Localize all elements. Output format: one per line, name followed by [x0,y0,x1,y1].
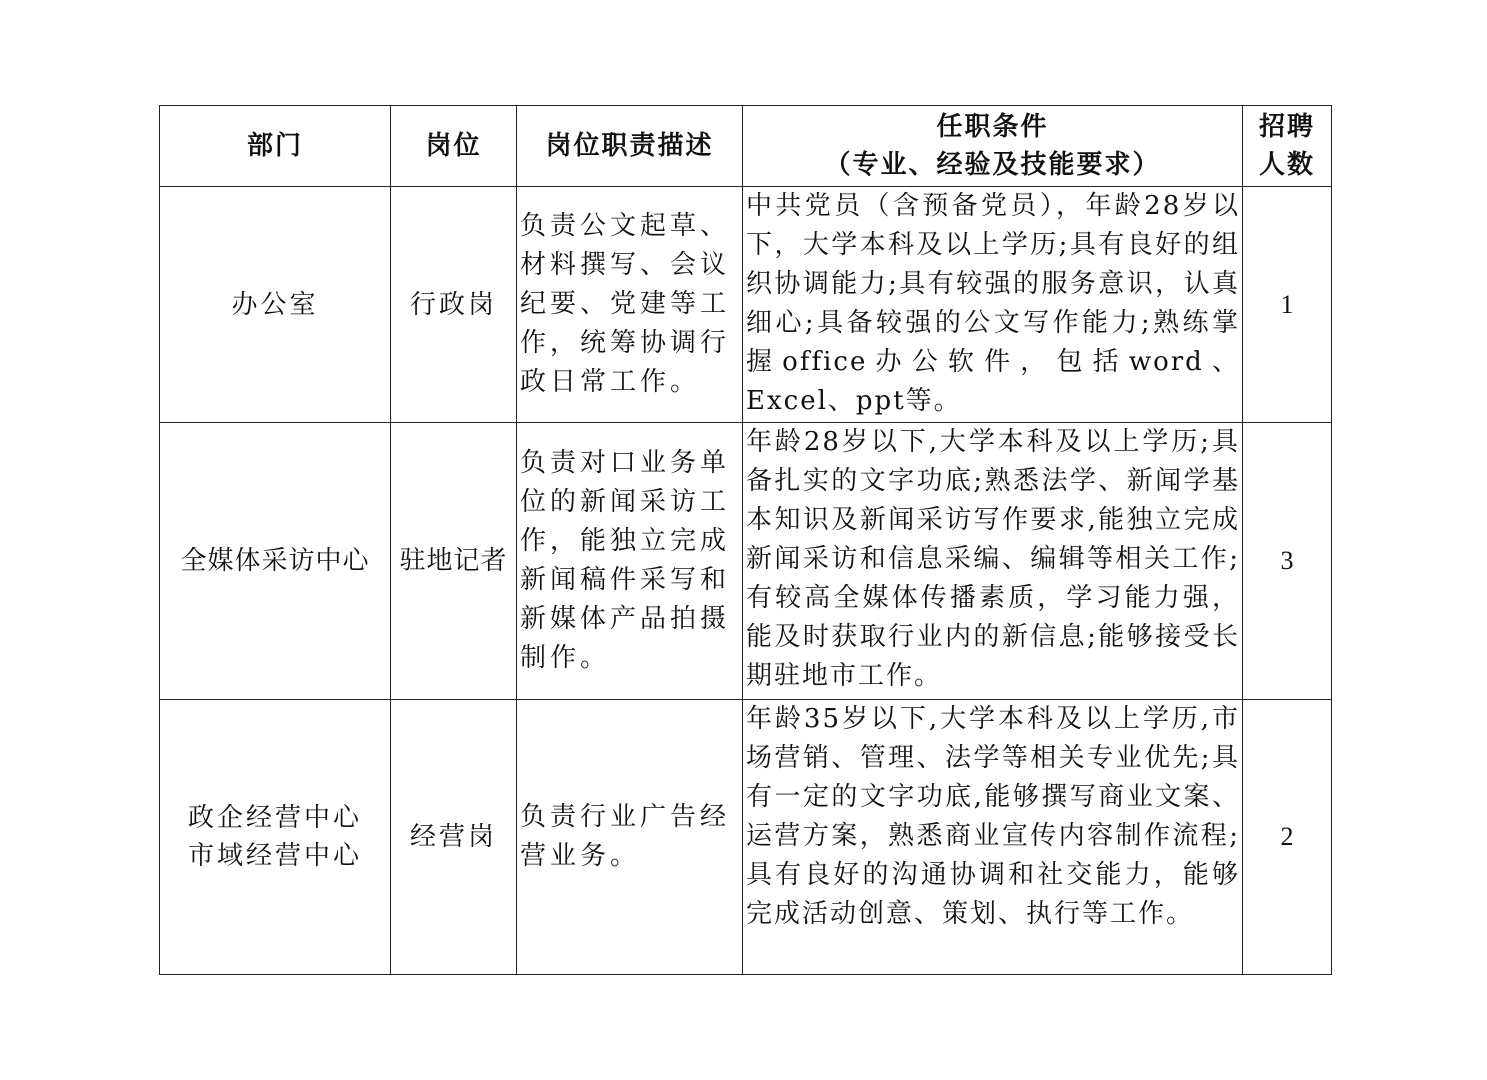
cell-position: 行政岗 [391,187,517,423]
header-count-line1: 招聘 [1258,112,1315,142]
department-name: 全媒体采访中心 [180,546,370,576]
cell-department [160,187,391,423]
department-name: 办公室 [231,289,319,320]
cell-position: 驻地记者 [391,423,517,700]
cell-count: 2 [1243,700,1332,975]
cell-requirements: 年龄28岁以下,大学本科及以上学历;具备扎实的文字功底;熟悉法学、新闻学基本知识及新闻采访写作要求,能独立完成新闻采访和信息采编、编辑等相关工作;有较高全媒体传播素质，学习能力强，能及时获取行业内的新信息;能够接受长期驻地市工作。 [743,423,1243,700]
header-row [160,106,1332,187]
cell-department [160,423,391,700]
cell-count: 3 [1243,423,1332,700]
cell-count: 1 [1243,187,1332,423]
header-position: 岗位 [391,106,517,187]
header-requirements [743,106,1243,187]
cell-department [160,700,391,975]
header-count [1243,106,1332,187]
department-name: 市域经营中心 [187,841,362,871]
header-duties: 岗位职责描述 [517,106,743,187]
recruitment-table [159,105,1332,975]
cell-requirements: 年龄35岁以下,大学本科及以上学历,市场营销、管理、法学等相关专业优先;具有一定的文字功底,能够撰写商业文案、运营方案，熟悉商业宣传内容制作流程;具有良好的沟通协调和社交能力，能够完成活动创意、策划、执行等工作。 [743,700,1243,975]
header-requirements-title: 任职条件 [936,112,1049,142]
table-row [160,187,1332,423]
cell-position: 经营岗 [391,700,517,975]
table-row [160,423,1332,700]
header-requirements-subtitle: （专业、经验及技能要求） [824,150,1161,180]
cell-duties: 负责行业广告经营业务。 [517,700,743,975]
header-count-line2: 人数 [1258,150,1315,180]
cell-duties: 负责对口业务单位的新闻采访工作，能独立完成新闻稿件采写和新媒体产品拍摄制作。 [517,423,743,700]
cell-requirements: 中共党员（含预备党员），年龄28岁以下，大学本科及以上学历;具有良好的组织协调能力;具有较强的服务意识，认真细心;具备较强的公文写作能力;熟练掌握office办公软件，包括word、Excel、ppt等。 [743,187,1243,423]
header-department: 部门 [160,106,391,187]
department-name: 政企经营中心 [187,803,362,833]
table-row [160,700,1332,975]
cell-duties: 负责公文起草、材料撰写、会议纪要、党建等工作，统筹协调行政日常工作。 [517,187,743,423]
